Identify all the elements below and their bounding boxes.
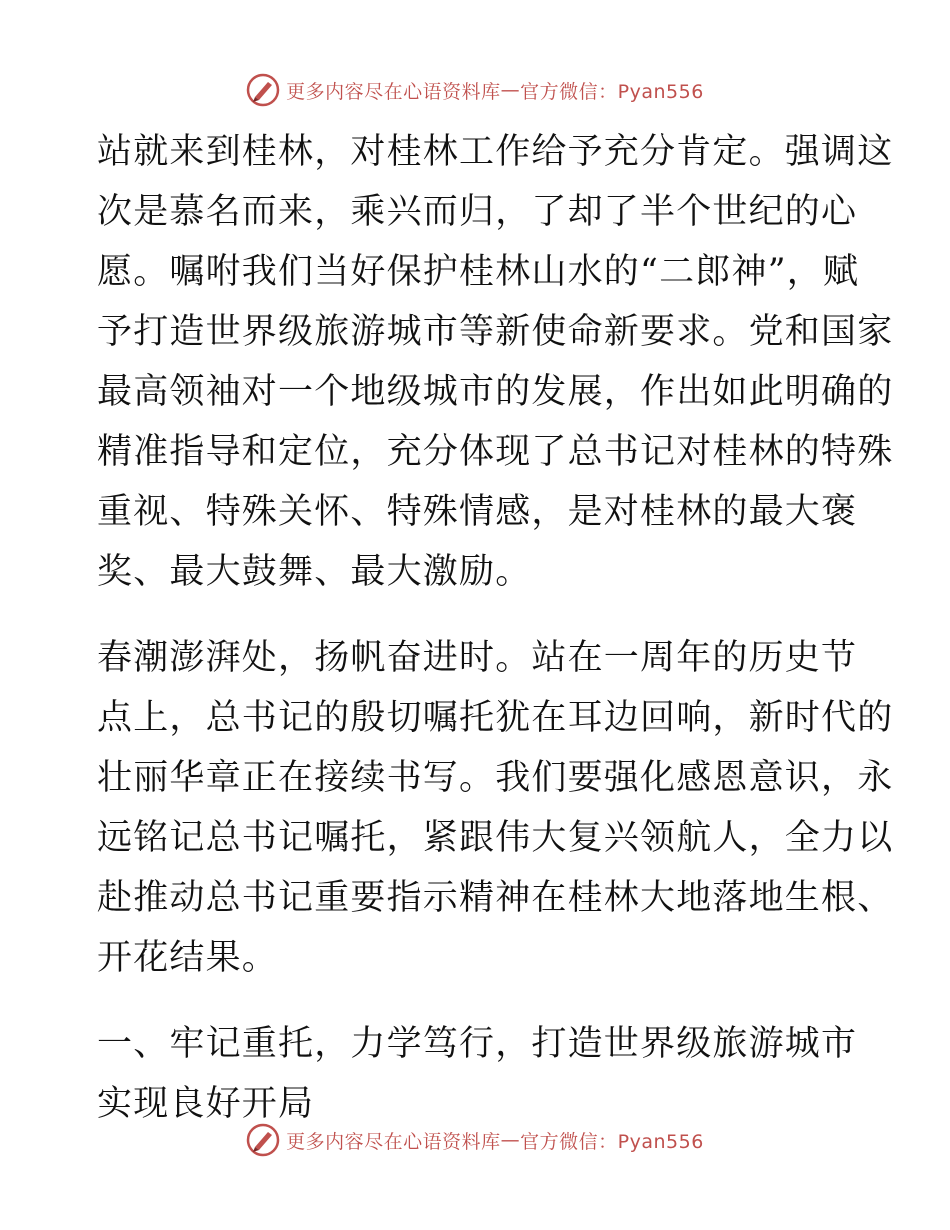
text-line: 春潮澎湃处，扬帆奋进时。站在一周年的历史节 [97, 638, 858, 678]
text-line: 重视、特殊关怀、特殊情感，是对桂林的最大褒 [97, 492, 858, 532]
paragraph-2 [97, 628, 894, 988]
document-body [97, 122, 894, 1134]
paragraph-1 [97, 122, 894, 602]
heading-line: 一、牢记重托，力学笃行，打造世界级旅游城市 [97, 1024, 858, 1064]
text-line: 最高领袖对一个地级城市的发展，作出如此明确的 [97, 372, 894, 412]
text-line: 壮丽华章正在接续书写。我们要强化感恩意识，永 [97, 758, 894, 798]
banner-wechat-text: 官方微信：Pyan556 [520, 1130, 704, 1153]
text-line: 开花结果。 [97, 938, 279, 978]
text-line: 点上，总书记的殷切嘱托犹在耳边回响，新时代的 [97, 698, 894, 738]
text-line: 次是慕名而来，乘兴而归，了却了半个世纪的心 [97, 192, 858, 232]
section-heading [97, 1014, 857, 1134]
text-line: 愿。嘱咐我们当好保护桂林山水的“二郎神”，赋 [97, 252, 860, 292]
banner-lead-text: 更多内容尽在心语资料库 [286, 80, 501, 103]
text-line: 站就来到桂林，对桂林工作给予充分肯定。强调这 [97, 132, 894, 172]
header-banner [0, 70, 950, 110]
text-line: 赴推动总书记重要指示精神在桂林大地落地生根、 [97, 878, 894, 918]
banner-dash: — [500, 79, 521, 101]
text-line: 奖、最大鼓舞、最大激励。 [97, 552, 532, 592]
footer-banner [0, 1120, 950, 1160]
banner-lead-text: 更多内容尽在心语资料库 [286, 1130, 501, 1153]
text-line: 予打造世界级旅游城市等新使命新要求。党和国家 [97, 312, 894, 352]
text-line: 精准指导和定位，充分体现了总书记对桂林的特殊 [97, 432, 894, 472]
pen-logo-icon [246, 73, 280, 107]
banner-dash: — [500, 1129, 521, 1151]
heading-line: 实现良好开局 [97, 1084, 315, 1124]
text-line: 远铭记总书记嘱托，紧跟伟大复兴领航人，全力以 [97, 818, 894, 858]
banner-wechat-text: 官方微信：Pyan556 [520, 80, 704, 103]
pen-logo-icon [246, 1123, 280, 1157]
